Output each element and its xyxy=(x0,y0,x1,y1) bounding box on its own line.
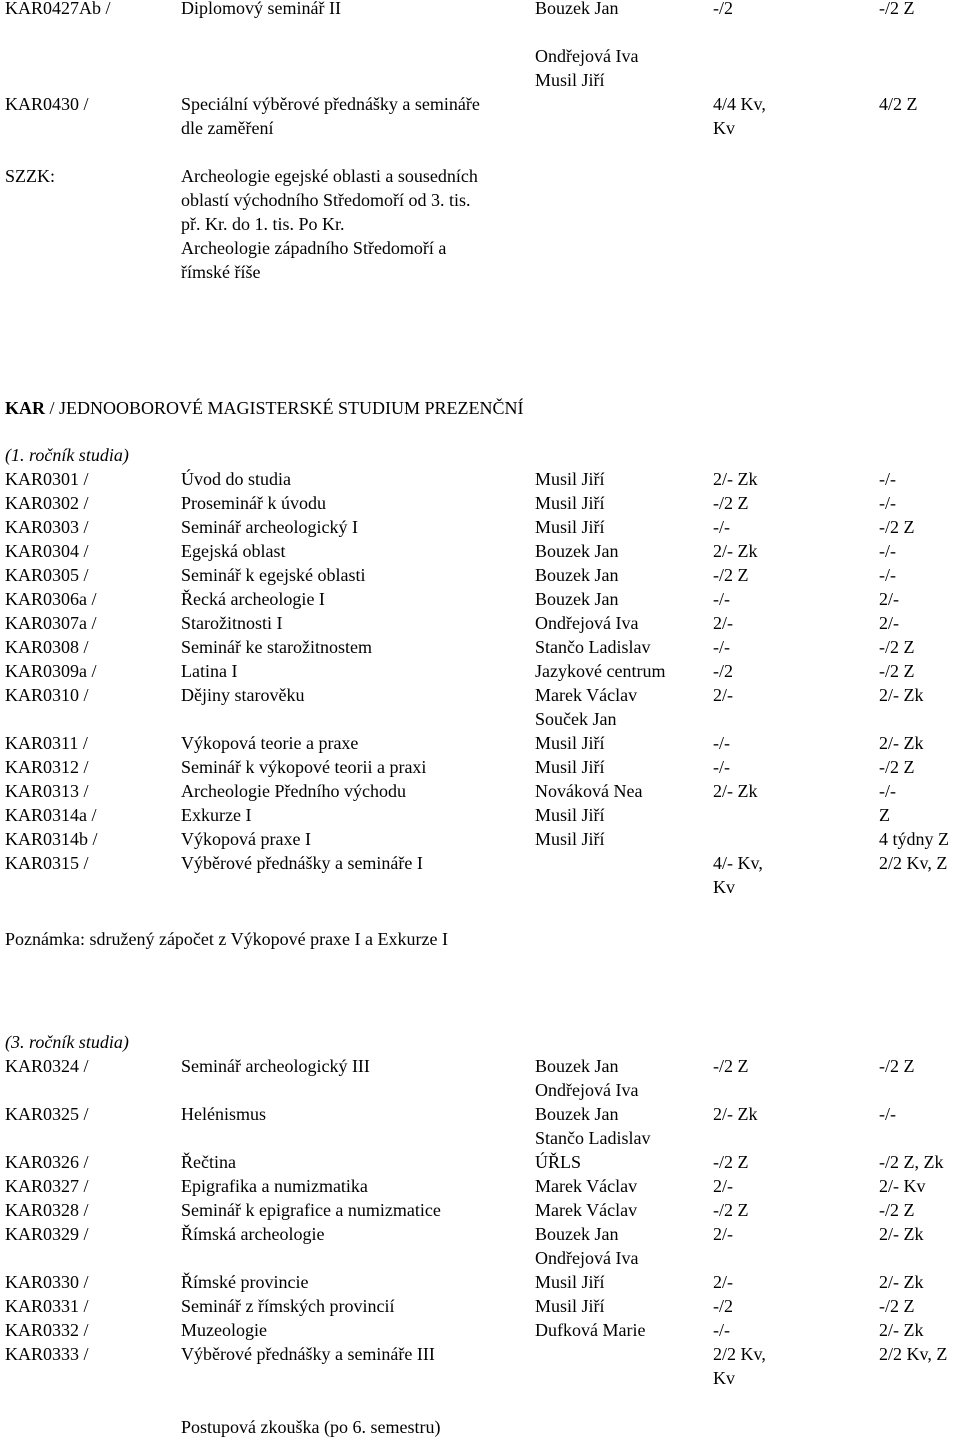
year1-row-course-teacher: Musil Jiří xyxy=(535,517,605,537)
year1-row-course-teacher: Musil Jiří xyxy=(535,493,605,513)
year3-row-course-code: KAR0327 / xyxy=(5,1176,89,1196)
year3-row-course-code: KAR0328 / xyxy=(5,1200,89,1220)
top-row-semester-1: -/2 xyxy=(713,0,733,18)
year3-row-course-teacher: Marek Václav xyxy=(535,1176,638,1196)
year3-row-course-teacher: Stančo Ladislav xyxy=(535,1128,651,1148)
year3-row-course-teacher: Ondřejová Iva xyxy=(535,1248,639,1268)
year1-row-course-title: Řecká archeologie I xyxy=(181,589,325,609)
year1-row-semester-2: 4 týdny Z xyxy=(879,829,949,849)
year1-row-course-teacher: Musil Jiří xyxy=(535,805,605,825)
top-row-course-code: KAR0427Ab / xyxy=(5,0,111,18)
year1-row-semester-2: 2/- xyxy=(879,589,899,609)
year3-row-semester-1: -/2 Z xyxy=(713,1200,749,1220)
year1-row-course-title: Seminář k egejské oblasti xyxy=(181,565,366,585)
year1-row-course-title: Seminář archeologický I xyxy=(181,517,358,537)
year1-row-course-code: KAR0314b / xyxy=(5,829,98,849)
year3-row-course-teacher: Musil Jiří xyxy=(535,1296,605,1316)
year1-row-course-code: KAR0313 / xyxy=(5,781,89,801)
year3-row-semester-1: 2/- xyxy=(713,1272,733,1292)
year3-row-course-code: KAR0331 / xyxy=(5,1296,89,1316)
year3-row-semester-2: -/2 Z xyxy=(879,1200,915,1220)
year3-row-semester-2: 2/- Zk xyxy=(879,1272,924,1292)
year1-row-semester-1: -/- xyxy=(713,637,730,657)
year3-row-course-title: Epigrafika a numizmatika xyxy=(181,1176,368,1196)
year3-row-semester-2: -/2 Z xyxy=(879,1056,915,1076)
year3-row-course-title: Římské provincie xyxy=(181,1272,309,1292)
year3-row-course-title: Helénismus xyxy=(181,1104,266,1124)
year1-row-course-teacher: Marek Václav xyxy=(535,685,638,705)
year1-row-course-code: KAR0306a / xyxy=(5,589,97,609)
year1-row-semester-1: -/2 Z xyxy=(713,565,749,585)
top-row-course-teacher: Ondřejová Iva xyxy=(535,46,639,66)
year1-row-semester-2: 2/2 Kv, Z xyxy=(879,853,948,873)
year1-row-semester-2: -/- xyxy=(879,565,896,585)
year1-row-course-code: KAR0307a / xyxy=(5,613,97,633)
year1-row-course-title: Seminář k výkopové teorii a praxi xyxy=(181,757,427,777)
year1-row-semester-1: Kv xyxy=(713,877,735,897)
year1-row-course-code: KAR0302 / xyxy=(5,493,89,513)
year3-row-course-code: KAR0324 / xyxy=(5,1056,89,1076)
year3-row-course-title: Římská archeologie xyxy=(181,1224,325,1244)
year1-row-course-code: KAR0310 / xyxy=(5,685,89,705)
year3-row-semester-1: -/2 Z xyxy=(713,1152,749,1172)
year1-row-course-title: Výkopová teorie a praxe xyxy=(181,733,359,753)
year3-row-course-teacher: ÚŘLS xyxy=(535,1152,582,1172)
year1-row-semester-1: -/- xyxy=(713,517,730,537)
year1-row-semester-2: -/- xyxy=(879,469,896,489)
year3-row-course-teacher: Bouzek Jan xyxy=(535,1056,619,1076)
year3-row-course-code: KAR0332 / xyxy=(5,1320,89,1340)
top-row-course-title: oblastí východního Středomoří od 3. tis. xyxy=(181,190,471,210)
year1-row-course-code: KAR0308 / xyxy=(5,637,89,657)
year1-row-semester-2: -/- xyxy=(879,493,896,513)
year1-row-semester-2: -/- xyxy=(879,781,896,801)
note-text: Poznámka: sdružený zápočet z Výkopové praxe I a Exkurze I xyxy=(5,929,448,949)
year1-row-semester-2: -/2 Z xyxy=(879,757,915,777)
top-row-course-teacher: Bouzek Jan xyxy=(535,0,619,18)
year1-row-semester-1: 4/- Kv, xyxy=(713,853,763,873)
year1-row-course-code: KAR0305 / xyxy=(5,565,89,585)
year1-row-semester-2: -/2 Z xyxy=(879,517,915,537)
year1-row-semester-2: -/- xyxy=(879,541,896,561)
top-row-course-title: Archeologie egejské oblasti a sousedních xyxy=(181,166,478,186)
year1-row-semester-1: -/- xyxy=(713,757,730,777)
year1-row-course-title: Výběrové přednášky a semináře I xyxy=(181,853,423,873)
year3-row-course-title: Seminář z římských provincií xyxy=(181,1296,395,1316)
year3-row-course-teacher: Bouzek Jan xyxy=(535,1224,619,1244)
year3-row-semester-2: -/2 Z xyxy=(879,1296,915,1316)
year1-row-course-title: Latina I xyxy=(181,661,238,681)
year1-row-course-teacher: Bouzek Jan xyxy=(535,565,619,585)
year1-row-course-title: Dějiny starověku xyxy=(181,685,305,705)
year1-row-course-teacher: Nováková Nea xyxy=(535,781,643,801)
year1-row-course-title: Starožitnosti I xyxy=(181,613,283,633)
year1-row-course-title: Exkurze I xyxy=(181,805,252,825)
year3-row-course-code: KAR0330 / xyxy=(5,1272,89,1292)
year3-row-semester-1: 2/- Zk xyxy=(713,1104,758,1124)
year1-row-course-title: Proseminář k úvodu xyxy=(181,493,326,513)
top-row-course-code: KAR0430 / xyxy=(5,94,89,114)
year3-row-course-title: Výběrové přednášky a semináře III xyxy=(181,1344,435,1364)
year3-row-course-title: Seminář archeologický III xyxy=(181,1056,370,1076)
year3-row-semester-2: -/- xyxy=(879,1104,896,1124)
year3-row-semester-2: 2/- Zk xyxy=(879,1320,924,1340)
year1-row-course-title: Egejská oblast xyxy=(181,541,286,561)
section-heading-title: / JEDNOOBOROVÉ MAGISTERSKÉ STUDIUM PREZENČNÍ xyxy=(45,398,524,418)
year1-row-semester-1: 2/- Zk xyxy=(713,781,758,801)
year3-row-semester-2: 2/2 Kv, Z xyxy=(879,1344,948,1364)
top-row-course-title: dle zaměření xyxy=(181,118,274,138)
year1-row-semester-1: 2/- Zk xyxy=(713,469,758,489)
year1-row-semester-1: 2/- Zk xyxy=(713,541,758,561)
top-row-course-title: římské říše xyxy=(181,262,261,282)
year3-row-course-code: KAR0329 / xyxy=(5,1224,89,1244)
year3-row-course-title: Seminář k epigrafice a numizmatice xyxy=(181,1200,441,1220)
year1-row-course-teacher: Musil Jiří xyxy=(535,757,605,777)
year1-row-course-code: KAR0312 / xyxy=(5,757,89,777)
year1-row-semester-1: -/- xyxy=(713,589,730,609)
year3-row-course-title: Řečtina xyxy=(181,1152,236,1172)
top-row-semester-1: Kv xyxy=(713,118,735,138)
year3-row-course-title: Muzeologie xyxy=(181,1320,267,1340)
top-row-course-code: SZZK: xyxy=(5,166,56,186)
year1-row-course-teacher: Musil Jiří xyxy=(535,829,605,849)
year1-row-course-code: KAR0303 / xyxy=(5,517,89,537)
top-row-semester-2: -/2 Z xyxy=(879,0,915,18)
footer-note: Postupová zkouška (po 6. semestru) xyxy=(181,1417,441,1437)
year3-row-semester-2: 2/- Kv xyxy=(879,1176,926,1196)
year3-row-course-teacher: Bouzek Jan xyxy=(535,1104,619,1124)
top-row-semester-2: 4/2 Z xyxy=(879,94,918,114)
year1-row-course-code: KAR0315 / xyxy=(5,853,89,873)
year3-row-semester-1: -/- xyxy=(713,1320,730,1340)
top-row-course-teacher: Musil Jiří xyxy=(535,70,605,90)
year1-row-course-teacher: Musil Jiří xyxy=(535,469,605,489)
year3-row-semester-2: 2/- Zk xyxy=(879,1224,924,1244)
year1-row-semester-1: 2/- xyxy=(713,685,733,705)
year1-row-course-teacher: Bouzek Jan xyxy=(535,541,619,561)
year1-row-semester-2: -/2 Z xyxy=(879,661,915,681)
year3-row-course-code: KAR0333 / xyxy=(5,1344,89,1364)
year3-row-semester-2: -/2 Z, Zk xyxy=(879,1152,944,1172)
year1-row-course-teacher: Musil Jiří xyxy=(535,733,605,753)
year1-row-course-teacher: Ondřejová Iva xyxy=(535,613,639,633)
year1-row-course-title: Výkopová praxe I xyxy=(181,829,311,849)
year1-row-semester-1: -/2 Z xyxy=(713,493,749,513)
year1-row-course-code: KAR0309a / xyxy=(5,661,97,681)
year3-row-course-teacher: Ondřejová Iva xyxy=(535,1080,639,1100)
year3-row-semester-1: Kv xyxy=(713,1368,735,1388)
year3-row-semester-1: -/2 xyxy=(713,1296,733,1316)
year3-row-semester-1: -/2 Z xyxy=(713,1056,749,1076)
year3-row-course-teacher: Marek Václav xyxy=(535,1200,638,1220)
year1-row-course-teacher: Jazykové centrum xyxy=(535,661,666,681)
year1-row-semester-1: 2/- xyxy=(713,613,733,633)
year3-row-course-code: KAR0325 / xyxy=(5,1104,89,1124)
year1-row-semester-2: 2/- Zk xyxy=(879,733,924,753)
year3-row-semester-1: 2/- xyxy=(713,1224,733,1244)
year-3-label: (3. ročník studia) xyxy=(5,1032,129,1052)
section-heading-code: KAR xyxy=(5,398,45,418)
year1-row-semester-2: 2/- Zk xyxy=(879,685,924,705)
year1-row-course-code: KAR0304 / xyxy=(5,541,89,561)
year1-row-course-title: Seminář ke starožitnostem xyxy=(181,637,372,657)
year1-row-course-teacher: Bouzek Jan xyxy=(535,589,619,609)
year3-row-course-teacher: Musil Jiří xyxy=(535,1272,605,1292)
year1-row-course-code: KAR0314a / xyxy=(5,805,97,825)
year1-row-semester-2: -/2 Z xyxy=(879,637,915,657)
top-row-course-title: př. Kr. do 1. tis. Po Kr. xyxy=(181,214,345,234)
top-row-course-title: Diplomový seminář II xyxy=(181,0,341,18)
year1-row-course-title: Úvod do studia xyxy=(181,469,291,489)
year1-row-course-code: KAR0311 / xyxy=(5,733,88,753)
year-1-label: (1. ročník studia) xyxy=(5,445,129,465)
top-row-course-title: Archeologie západního Středomoří a xyxy=(181,238,447,258)
year1-row-semester-1: -/2 xyxy=(713,661,733,681)
year1-row-semester-2: 2/- xyxy=(879,613,899,633)
top-row-course-title: Speciální výběrové přednášky a semináře xyxy=(181,94,480,114)
top-row-semester-1: 4/4 Kv, xyxy=(713,94,766,114)
year1-row-course-title: Archeologie Předního východu xyxy=(181,781,406,801)
year1-row-course-teacher: Stančo Ladislav xyxy=(535,637,651,657)
year3-row-semester-1: 2/- xyxy=(713,1176,733,1196)
year1-row-course-code: KAR0301 / xyxy=(5,469,89,489)
year3-row-course-code: KAR0326 / xyxy=(5,1152,89,1172)
year1-row-semester-1: -/- xyxy=(713,733,730,753)
year3-row-semester-1: 2/2 Kv, xyxy=(713,1344,766,1364)
year1-row-semester-2: Z xyxy=(879,805,890,825)
year3-row-course-teacher: Dufková Marie xyxy=(535,1320,646,1340)
year1-row-course-teacher: Souček Jan xyxy=(535,709,617,729)
section-heading xyxy=(5,396,524,420)
